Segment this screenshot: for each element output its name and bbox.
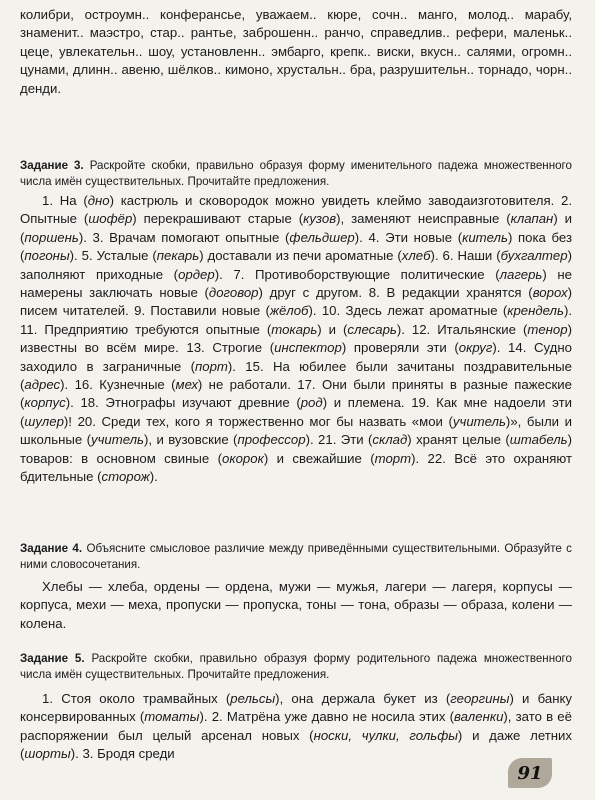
exercise-word-list: колибри, остроумн.. конферансье, уважаем.. кюре, сочн.. манго, молод.. марабу, знаменит.. маэстро, стар.. рантье, заброшенн.. ранчо, справедлив.. рефери, маленьк.. цеце, увлекательн.. шоу, установленн.. эмбарго, крепк.. виски, вкусн.. салями, огромн.. цунами, длинн.. авеню, шёлков.. кимоно, хрустальн.. бра, разрушительн.. торнадо, чорн.. денди. <box>20 7 572 96</box>
italic-word: штабель <box>509 432 568 448</box>
italic-word: ордер <box>178 266 215 282</box>
italic-word: инспектор <box>274 340 342 356</box>
italic-word: крендель <box>507 303 564 319</box>
italic-word: георгины <box>450 691 510 706</box>
italic-word: мех <box>175 377 198 393</box>
italic-word: склад <box>372 432 408 448</box>
task-3-instruction: Раскройте скобки, правильно образуя форму именительного падежа множественного числа имён существительных. Прочитайте предложения. <box>20 159 572 188</box>
italic-word: торт <box>374 450 412 466</box>
italic-word: томаты <box>144 709 200 725</box>
task-5-heading <box>20 651 572 682</box>
italic-word: шорты <box>24 746 71 762</box>
italic-word: тенор <box>527 321 568 337</box>
italic-word: дно <box>87 193 110 208</box>
task-3-sentences: 1. На (дно) кастрюль и сковородок можно увидеть клеймо заводаизготовителя. 2. Опытные (шофёр) перекрашивают старые (кузов), заменяют неисправные (клапан) и (поршень). 3. Врачам помогают опытные (фельдшер). 4. Эти новые (китель) пока без (погоны). 5. Усталые (пекарь) доставали из печи ароматные (хлеб). 6. Наши (бухгалтер) заполняют приходные (ордер). 7. Противоборствующие политические (лагерь) не намерены заключать новые (договор) друг с другом. 8. В редакции хранятся (ворох) писем читателей. 9. Поставили новые (жёлоб). 10. Здесь лежат ароматные (крендель). 11. Предприятию требуются опытные (токарь) и (слесарь). 12. Итальянские (тенор) известны во всём мире. 13. Строгие (инспектор) проверяли эти (округ). 14. Судно заходило в заграничные (порт). 15. На юбилее были зачитаны поздравительные (адрес). 16. Кузнечные (мех) не работали. 17. Они были приняты в разные пажеские (корпус). 18. Этнографы изучают древние (род) и племена. 19. Как мне надоели эти (шулер)! 20. Среди тех, кого я торжественно мог бы назвать «мои (учитель)», были и школьные (учитель), и вузовские (профессор). 21. Эти (склад) хранят целые (штабель) товаров: в основном свиные (окорок) и свежайшие (торт). 22. Всё это охраняют бдительные (сторож). <box>20 193 573 485</box>
italic-word: слесарь <box>347 321 397 337</box>
task-5-label: Задание 5. <box>20 652 85 665</box>
italic-word: валенки <box>454 709 504 725</box>
italic-word: договор <box>208 285 259 301</box>
task-4-label: Задание 4. <box>20 542 83 555</box>
italic-word: профессор <box>237 432 306 448</box>
task-3-label: Задание 3. <box>20 159 84 172</box>
italic-word: жёлоб <box>269 303 309 319</box>
italic-word: учитель <box>452 413 506 429</box>
italic-word: сторож <box>101 469 150 485</box>
italic-word: род <box>300 395 323 411</box>
italic-word: ворох <box>532 285 568 301</box>
italic-word: рельсы <box>230 691 276 706</box>
task-5-instruction: Раскройте скобки, правильно образуя форму родительного падежа множественного числа имён существительных. Прочитайте предложения. <box>20 652 572 681</box>
italic-word: китель <box>462 229 508 245</box>
task-4-instruction: Объясните смысловое различие между приведёнными существительными. Образуйте с ними словосочетания. <box>20 542 572 571</box>
italic-word: шулер <box>24 413 64 429</box>
task-4-word-pairs: Хлебы — хлеба, ордены — ордена, мужи — мужья, лагери — лагеря, корпусы — корпуса, мехи — меха, пропуски — пропуска, тоны — тона, образы — образа, колени — колена. <box>20 579 572 631</box>
task-3-heading <box>20 158 572 189</box>
italic-word: фельдшер <box>289 229 355 245</box>
italic-word: корпус <box>24 395 66 411</box>
italic-word: кузов <box>303 211 337 227</box>
italic-word: порт <box>194 358 228 374</box>
italic-word: носки, чулки, гольфы <box>313 727 458 743</box>
task-4-heading <box>20 541 572 572</box>
italic-word: окорок <box>222 450 264 466</box>
task-5-sentences: 1. Стоя около трамвайных (рельсы), она держала букет из (георгины) и банку консервированных (томаты). 2. Матрёна уже давно не носила этих (валенки), зато в её распоряжении был целый арсенал новых (носки, чулки, гольфы) и даже летних (шорты). 3. Бродя среди <box>20 691 573 762</box>
italic-word: шофёр <box>88 211 133 227</box>
italic-word: лагерь <box>499 266 543 282</box>
italic-word: хлеб <box>401 248 431 264</box>
italic-word: токарь <box>271 321 318 337</box>
italic-word: погоны <box>24 248 70 264</box>
page-number: 91 <box>508 758 552 788</box>
italic-word: поршень <box>24 229 79 245</box>
italic-word: пекарь <box>156 248 200 264</box>
italic-word: округ <box>458 340 493 356</box>
italic-word: бухгалтер <box>500 248 568 264</box>
italic-word: клапан <box>510 211 554 227</box>
italic-word: учитель <box>90 432 144 448</box>
italic-word: адрес <box>24 377 61 393</box>
